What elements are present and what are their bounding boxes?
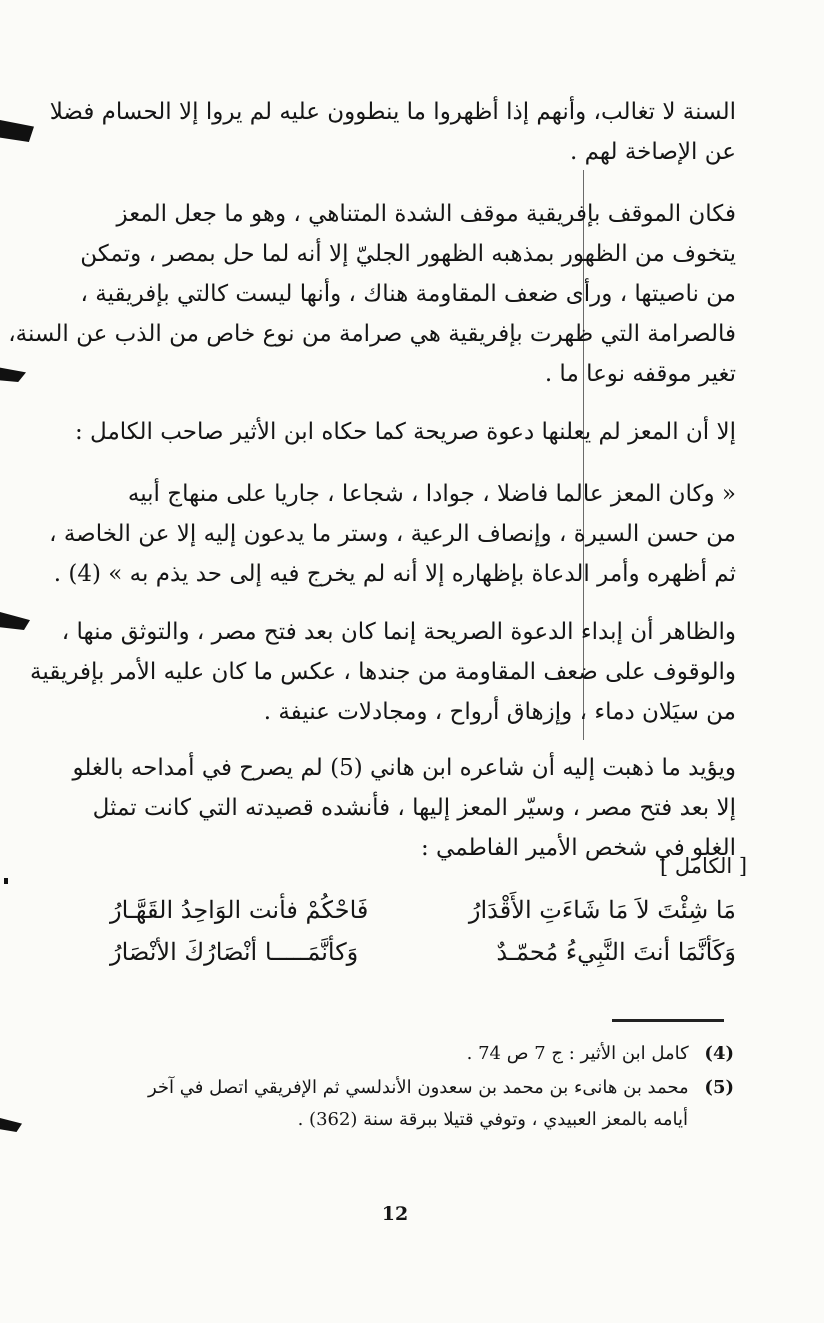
text-line: من سيَلان دماء ، وإزهاق أرواح ، ومجادلات عنيفة . xyxy=(263,699,736,725)
text-line: من حسن السيرة ، وإنصاف الرعية ، وستر ما يدعون إليه إلا عن الخاصة ، xyxy=(49,521,736,547)
text-line: إلا بعد فتح مصر ، وسيّر المعز إليها ، فأنشده قصيدته التي كانت تمثل xyxy=(92,795,736,821)
text-line: فكان الموقف بإفريقية موقف الشدة المتناهي ، وهو ما جعل المعز xyxy=(116,201,736,227)
text-line: فالصرامة التي ظهرت بإفريقية هي صرامة من نوع خاص من الذب عن السنة، xyxy=(8,321,736,347)
text-line: السنة لا تغالب، وأنهم إذا أظهروا ما ينطوون عليه لم يروا إلا الحسام فضلا xyxy=(49,99,736,125)
footnote-text: أيامه بالمعز العبيدي ، وتوفي قتيلا ببرقة سنة (362) . xyxy=(297,1109,688,1130)
verse-second-hemistich: فَاحْكُمْ فأنت الوَاحِدُ القَهَّـارُ xyxy=(110,896,369,924)
text-line: تغير موقفه نوعا ما . xyxy=(544,361,736,387)
text-line: والوقوف على ضعف المقاومة من جندها ، عكس ما كان عليه الأمر بإفريقية xyxy=(30,659,736,685)
scan-mark xyxy=(0,1118,22,1132)
text-line: عن الإصاخة لهم . xyxy=(570,139,736,165)
verse-first-hemistich: وَكَأنَّمَا أنتَ النَّبِيءُ مُحمّـدٌ xyxy=(496,938,736,966)
text-line: الغلو في شخص الأمير الفاطمي : xyxy=(420,835,736,861)
paragraph-5 xyxy=(30,612,736,732)
page-number: 12 xyxy=(381,1203,409,1225)
scan-mark xyxy=(0,366,26,382)
footnote-line xyxy=(110,1072,734,1104)
verse-first-hemistich: مَا شِئْتَ لاَ مَا شَاءَتِ الأَقْدَارُ xyxy=(468,896,736,924)
footnote-line xyxy=(110,1104,734,1136)
paragraph-4-quote xyxy=(49,474,736,594)
footnote-5 xyxy=(110,1072,734,1136)
poem-verse xyxy=(110,890,736,930)
scan-mark xyxy=(0,120,34,142)
poem-verse xyxy=(110,932,736,972)
footnote-number: (4) xyxy=(704,1043,734,1064)
text-line: « وكان المعز عالما فاضلا ، جوادا ، شجاعا ، جاريا على منهاج أبيه xyxy=(127,481,736,507)
text-line: والظاهر أن إبداء الدعوة الصريحة إنما كان بعد فتح مصر ، والتوثق منها ، xyxy=(61,619,736,645)
scan-mark xyxy=(4,878,8,884)
footnote-line xyxy=(228,1038,734,1070)
footnote-number: (5) xyxy=(704,1077,734,1098)
text-line: ويؤيد ما ذهبت إليه أن شاعره ابن هاني (5) لم يصرح في أمداحه بالغلو xyxy=(72,755,736,781)
footnote-text: كامل ابن الأثير : ج 7 ص 74 . xyxy=(466,1043,689,1064)
paragraph-6 xyxy=(72,748,736,868)
paragraph-1 xyxy=(49,92,736,172)
text-line: يتخوف من الظهور بمذهبه الظهور الجليّ إلا أنه لما حل بمصر ، وتمكن xyxy=(80,241,736,267)
paragraph-2 xyxy=(8,194,736,394)
footnote-4 xyxy=(228,1038,734,1070)
scan-mark xyxy=(0,612,30,630)
poem-meter: [ الكامل ] xyxy=(660,854,748,878)
verse-second-hemistich: وَكأنَّمَـــــا أنْصَارُكَ الأنْصَارُ xyxy=(110,938,359,966)
text-line: ثم أظهره وأمر الدعاة بإظهاره إلا أنه لم يخرج فيه إلى حد يذم به » (4) . xyxy=(53,561,736,587)
text-line: إلا أن المعز لم يعلنها دعوة صريحة كما حكاه ابن الأثير صاحب الكامل : xyxy=(75,419,736,445)
paragraph-3 xyxy=(75,412,736,452)
footnote-separator xyxy=(612,1019,724,1022)
text-line: من ناصيتها ، ورأى ضعف المقاومة هناك ، وأنها ليست كالتي بإفريقية ، xyxy=(80,281,736,307)
footnote-text: محمد بن هانىء بن محمد بن سعدون الأندلسي ثم الإفريقي اتصل في آخر xyxy=(147,1077,689,1098)
